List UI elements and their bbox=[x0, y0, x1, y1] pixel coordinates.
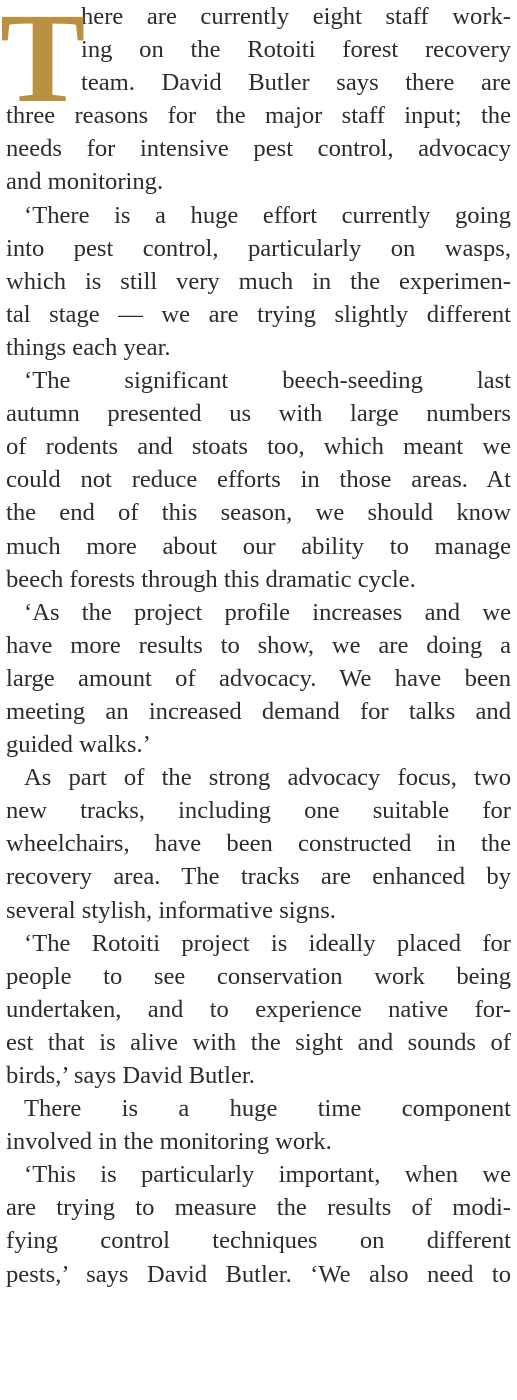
text-line: new tracks, including one suitable for bbox=[6, 797, 511, 825]
text-line: meeting an increased demand for talks and bbox=[6, 697, 511, 725]
text-line: here are currently eight staff work- bbox=[81, 3, 511, 30]
text-line: several stylish, informative signs. bbox=[6, 896, 336, 924]
text-line: of rodents and stoats too, which meant we bbox=[6, 433, 511, 461]
paragraph-3 bbox=[6, 364, 511, 596]
paragraph-7 bbox=[6, 1092, 511, 1158]
text-line: three reasons for the major staff input; the bbox=[6, 102, 511, 130]
text-line: needs for intensive pest control, advocacy bbox=[6, 135, 511, 163]
paragraph-2 bbox=[6, 199, 511, 364]
text-line: ‘The Rotoiti project is ideally placed for bbox=[24, 929, 511, 957]
paragraph-5 bbox=[6, 761, 511, 926]
text-line: As part of the strong advocacy focus, two bbox=[24, 764, 511, 792]
text-line: team. David Butler says there are bbox=[81, 69, 511, 97]
text-line: ‘As the project profile increases and we bbox=[24, 598, 511, 626]
text-line: beech forests through this dramatic cycle. bbox=[6, 565, 416, 593]
text-line: much more about our ability to manage bbox=[6, 532, 511, 560]
text-line: ‘The significant beech-seeding last bbox=[24, 367, 511, 395]
paragraph-6 bbox=[6, 927, 511, 1092]
text-line: involved in the monitoring work. bbox=[6, 1128, 332, 1156]
paragraph-8 bbox=[6, 1158, 511, 1290]
text-line: birds,’ says David Butler. bbox=[6, 1062, 255, 1089]
text-line: people to see conservation work being bbox=[6, 962, 511, 990]
text-line: into pest control, particularly on wasps, bbox=[6, 234, 511, 262]
text-line: things each year. bbox=[6, 333, 171, 361]
text-line: recovery area. The tracks are enhanced by bbox=[6, 863, 511, 891]
text-line: the end of this season, we should know bbox=[6, 499, 511, 527]
text-line: ing on the Rotoiti forest recovery bbox=[81, 36, 511, 64]
text-line: undertaken, and to experience native for- bbox=[6, 995, 511, 1023]
drop-cap-letter bbox=[0, 0, 86, 129]
paragraph-4 bbox=[6, 596, 511, 761]
text-line: guided walks.’ bbox=[6, 731, 151, 759]
text-line: could not reduce efforts in those areas. At bbox=[6, 466, 511, 494]
text-line: are trying to measure the results of modi- bbox=[6, 1194, 511, 1222]
text-line: est that is alive with the sight and sounds of bbox=[6, 1028, 511, 1056]
text-line: There is a huge time component bbox=[24, 1095, 511, 1123]
text-line: fying control techniques on different bbox=[6, 1227, 511, 1255]
text-line: pests,’ says David Butler. ‘We also need to bbox=[6, 1260, 511, 1288]
text-line: autumn presented us with large numbers bbox=[6, 400, 511, 428]
text-line: ‘This is particularly important, when we bbox=[24, 1161, 511, 1189]
text-line: ‘There is a huge effort currently going bbox=[24, 201, 511, 229]
text-line: which is still very much in the experimen- bbox=[6, 267, 511, 295]
paragraph-1 bbox=[0, 0, 511, 199]
text-line: tal stage — we are trying slightly different bbox=[6, 300, 511, 328]
text-line: large amount of advocacy. We have been bbox=[6, 664, 511, 692]
text-line: wheelchairs, have been constructed in the bbox=[6, 830, 511, 858]
text-line: have more results to show, we are doing a bbox=[6, 631, 511, 659]
text-line: and monitoring. bbox=[6, 168, 164, 196]
drop-cap-glyph: T bbox=[0, 0, 86, 129]
